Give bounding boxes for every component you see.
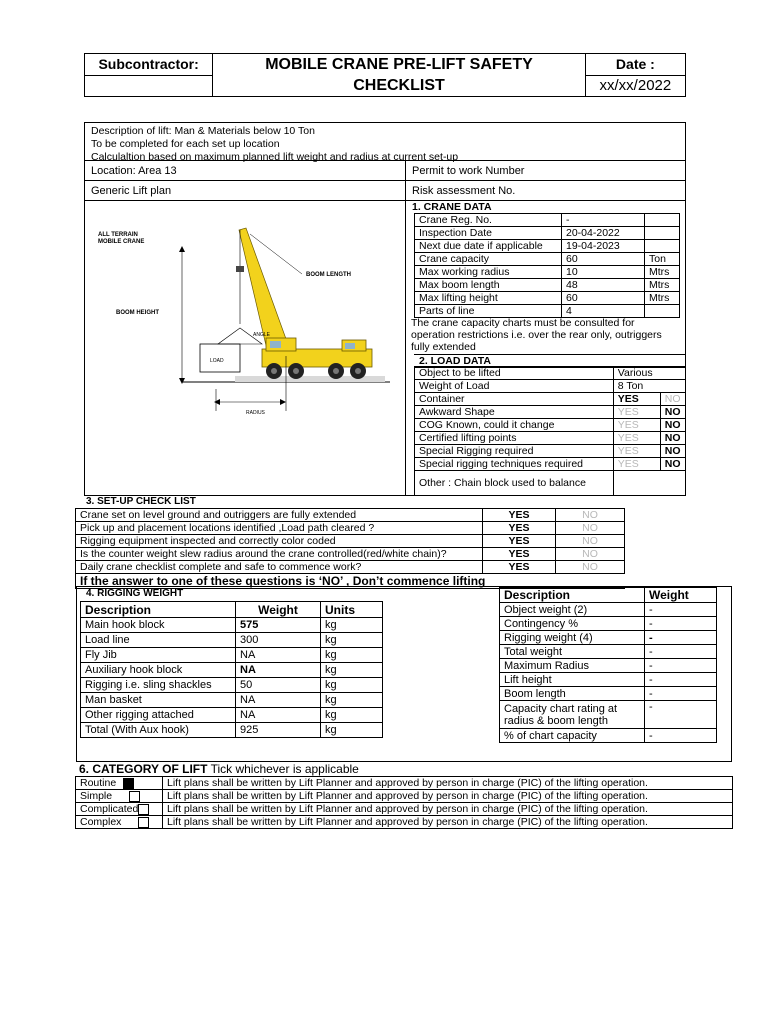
setup-check-label: Is the counter weight slew radius around the crane controlled(red/white chain)? — [76, 548, 483, 561]
setup-check-yes[interactable]: YES — [483, 535, 556, 548]
load-label: LOAD — [210, 358, 224, 364]
crane-data-value[interactable]: 4 — [562, 305, 645, 318]
lift-description-line: Description of lift: Man & Materials below 10 Ton — [91, 125, 315, 137]
rigging-desc: Other rigging attached — [81, 708, 236, 723]
load-check-no[interactable]: NO — [660, 393, 685, 406]
risk-assessment-text: Risk assessment No. — [412, 185, 516, 197]
setup-check-yes[interactable]: YES — [483, 509, 556, 522]
category-heading-row — [79, 762, 359, 776]
rigging-weight-table — [80, 601, 383, 738]
load-check-yes[interactable]: YES — [613, 393, 660, 406]
category-name: Complicated — [80, 803, 139, 815]
load-check-yes[interactable]: YES — [613, 458, 660, 471]
crane-data-label: Max lifting height — [415, 292, 562, 305]
load-check-yes[interactable]: YES — [613, 406, 660, 419]
rigging-weight[interactable]: NA — [236, 708, 321, 723]
generic-plan-cell — [84, 180, 406, 201]
crane-data-unit: Mtrs — [645, 292, 680, 305]
checkbox-checked-icon[interactable] — [123, 778, 134, 789]
rigging-weight[interactable]: 300 — [236, 633, 321, 648]
permit-cell[interactable] — [405, 160, 686, 181]
setup-check-no[interactable]: NO — [556, 522, 625, 535]
rigging-units: kg — [321, 633, 383, 648]
rigging-units: kg — [321, 678, 383, 693]
crane-data-label: Inspection Date — [415, 227, 562, 240]
rigging-units: kg — [321, 708, 383, 723]
load-other-value[interactable] — [613, 471, 685, 496]
setup-check-no[interactable]: NO — [556, 535, 625, 548]
document-title — [213, 54, 585, 97]
load-check-label: Container — [415, 393, 614, 406]
crane-data-unit — [645, 240, 680, 253]
title-line-2: CHECKLIST — [353, 77, 445, 94]
load-check-label: Awkward Shape — [415, 406, 614, 419]
category-description: Lift plans shall be written by Lift Planner and approved by person in charge (PIC) of the lifting operation. — [163, 790, 733, 803]
risk-assessment-cell[interactable] — [405, 180, 686, 201]
load-check-yes[interactable]: YES — [613, 445, 660, 458]
calc-desc: Maximum Radius — [500, 659, 645, 673]
load-check-label: COG Known, could it change — [415, 419, 614, 432]
rigging-col-weight: Weight — [236, 602, 321, 618]
crane-data-value[interactable]: 20-04-2022 — [562, 227, 645, 240]
calc-value[interactable]: - — [645, 673, 717, 687]
calc-value[interactable]: - — [645, 631, 717, 645]
calc-col-weight: Weight — [645, 588, 717, 603]
category-option-complicated[interactable] — [76, 803, 163, 816]
angle-label: ANGLE — [253, 332, 270, 338]
rigging-desc: Load line — [81, 633, 236, 648]
crane-data-label: Crane Reg. No. — [415, 214, 562, 227]
lift-description — [84, 122, 686, 161]
location-cell — [84, 160, 406, 181]
crane-data-heading: 1. CRANE DATA — [412, 201, 492, 213]
radius-label: RADIUS — [246, 410, 265, 416]
subcontractor-value[interactable] — [85, 75, 213, 97]
rigging-units: kg — [321, 648, 383, 663]
boom-length-label: BOOM LENGTH — [306, 272, 351, 278]
calc-desc: Total weight — [500, 645, 645, 659]
category-option-routine[interactable] — [76, 777, 163, 790]
calc-desc: % of chart capacity — [500, 729, 645, 743]
lift-calculation-table — [499, 587, 717, 743]
crane-data-value[interactable]: 60 — [562, 253, 645, 266]
crane-data-label: Parts of line — [415, 305, 562, 318]
crane-data-unit — [645, 214, 680, 227]
load-data-table — [414, 366, 686, 496]
rigging-units: kg — [321, 723, 383, 738]
load-data-heading: 2. LOAD DATA — [419, 355, 491, 367]
lift-description-line: To be completed for each set up location — [91, 138, 280, 150]
category-description: Lift plans shall be written by Lift Planner and approved by person in charge (PIC) of the lifting operation. — [163, 803, 733, 816]
calc-value[interactable]: - — [645, 645, 717, 659]
load-weight-value[interactable]: 8 Ton — [613, 380, 685, 393]
crane-data-label: Crane capacity — [415, 253, 562, 266]
rigging-desc: Main hook block — [81, 618, 236, 633]
category-option-simple[interactable] — [76, 790, 163, 803]
setup-check-label: Pick up and placement locations identified ,Load path cleared ? — [76, 522, 483, 535]
load-check-yes[interactable]: YES — [613, 419, 660, 432]
calc-value[interactable]: - — [645, 659, 717, 673]
lift-description-line: Calculaltion based on maximum planned lift weight and radius at current set-up — [91, 151, 459, 163]
load-weight-label: Weight of Load — [415, 380, 614, 393]
rigging-units: kg — [321, 663, 383, 678]
calc-desc: Contingency % — [500, 617, 645, 631]
setup-check-label: Rigging equipment inspected and correctly color coded — [76, 535, 483, 548]
header-table — [84, 53, 686, 97]
load-check-no[interactable]: NO — [660, 419, 685, 432]
calc-value[interactable]: - — [645, 603, 717, 617]
load-object-label: Object to be lifted — [415, 367, 614, 380]
location-text: Location: Area 13 — [91, 165, 177, 177]
setup-check-label: Daily crane checklist complete and safe to commence work? — [76, 561, 483, 574]
checkbox-icon[interactable] — [138, 817, 149, 828]
rigging-weight[interactable]: NA — [236, 648, 321, 663]
load-check-no[interactable]: NO — [660, 445, 685, 458]
rigging-desc: Total (With Aux hook) — [81, 723, 236, 738]
crane-data-unit — [645, 227, 680, 240]
generic-plan-text: Generic Lift plan — [91, 185, 172, 197]
crane-data-unit: Mtrs — [645, 266, 680, 279]
lift-category-table — [75, 776, 733, 829]
load-check-yes[interactable]: YES — [613, 432, 660, 445]
load-check-label: Special rigging techniques required — [415, 458, 614, 471]
calc-desc: Lift height — [500, 673, 645, 687]
calc-col-description: Description — [500, 588, 645, 603]
load-other-label: Other : Chain block used to balance — [415, 471, 614, 496]
rigging-units: kg — [321, 693, 383, 708]
load-check-no[interactable]: NO — [660, 406, 685, 419]
crane-data-label: Max boom length — [415, 279, 562, 292]
setup-check-no[interactable]: NO — [556, 509, 625, 522]
crane-data-value[interactable]: 19-04-2023 — [562, 240, 645, 253]
load-check-no[interactable]: NO — [660, 432, 685, 445]
setup-check-yes[interactable]: YES — [483, 561, 556, 574]
calc-desc: Boom length — [500, 687, 645, 701]
rigging-weight[interactable]: 50 — [236, 678, 321, 693]
crane-data-label: Max working radius — [415, 266, 562, 279]
crane-data-label: Next due date if applicable — [415, 240, 562, 253]
rigging-units: kg — [321, 618, 383, 633]
date-label: Date : — [585, 54, 685, 76]
crane-data-value[interactable]: 48 — [562, 279, 645, 292]
setup-checklist-table — [75, 508, 625, 589]
calc-value[interactable]: - — [645, 729, 717, 743]
setup-check-no[interactable]: NO — [556, 561, 625, 574]
crane-diagram — [90, 206, 400, 421]
setup-heading: 3. SET-UP CHECK LIST — [86, 496, 196, 507]
crane-capacity-note: The crane capacity charts must be consulted for operation restrictions i.e. over the rear only, outriggers fully extended — [411, 317, 662, 353]
section-divider — [405, 200, 406, 496]
load-check-label: Certified lifting points — [415, 432, 614, 445]
category-option-complex[interactable] — [76, 816, 163, 829]
rigging-heading: 4. RIGGING WEIGHT — [86, 588, 184, 599]
load-check-label: Special Rigging required — [415, 445, 614, 458]
category-name: Routine — [80, 777, 117, 789]
category-subheading: Tick whichever is applicable — [207, 762, 359, 776]
crane-data-unit: Mtrs — [645, 279, 680, 292]
load-check-no[interactable]: NO — [660, 458, 685, 471]
rigging-desc: Fly Jib — [81, 648, 236, 663]
category-heading: 6. CATEGORY OF LIFT — [79, 762, 208, 776]
category-description: Lift plans shall be written by Lift Planner and approved by person in charge (PIC) of the lifting operation. — [163, 816, 733, 829]
checkbox-icon[interactable] — [138, 804, 149, 815]
calc-value[interactable]: - — [645, 617, 717, 631]
crane-data-unit — [645, 305, 680, 318]
crane-data-table — [414, 213, 680, 318]
calc-desc: Rigging weight (4) — [500, 631, 645, 645]
rigging-col-units: Units — [321, 602, 383, 618]
setup-check-yes[interactable]: YES — [483, 548, 556, 561]
category-name: Simple — [80, 790, 113, 802]
rigging-col-description: Description — [81, 602, 236, 618]
crane-data-value[interactable]: 60 — [562, 292, 645, 305]
diagram-title-2: MOBILE CRANE — [98, 239, 145, 245]
calc-desc: Capacity chart rating at radius & boom length — [500, 701, 645, 729]
title-line-1: MOBILE CRANE PRE-LIFT SAFETY — [265, 56, 533, 73]
rigging-desc: Rigging i.e. sling shackles — [81, 678, 236, 693]
calc-value[interactable]: - — [645, 701, 717, 729]
calc-desc: Object weight (2) — [500, 603, 645, 617]
permit-text: Permit to work Number — [412, 165, 525, 177]
subcontractor-label: Subcontractor: — [85, 54, 213, 76]
crane-data-value[interactable]: - — [562, 214, 645, 227]
diagram-title-1: ALL TERRAIN — [98, 232, 138, 238]
rigging-weight[interactable]: 575 — [236, 618, 321, 633]
calc-value[interactable]: - — [645, 687, 717, 701]
boom-height-label: BOOM HEIGHT — [116, 310, 159, 316]
crane-data-unit: Ton — [645, 253, 680, 266]
setup-check-yes[interactable]: YES — [483, 522, 556, 535]
rigging-weight[interactable]: NA — [236, 693, 321, 708]
category-name: Complex — [80, 816, 122, 828]
rigging-weight[interactable]: 925 — [236, 723, 321, 738]
rigging-desc: Man basket — [81, 693, 236, 708]
rigging-desc: Auxiliary hook block — [81, 663, 236, 678]
crane-data-value[interactable]: 10 — [562, 266, 645, 279]
date-value[interactable]: xx/xx/2022 — [585, 75, 685, 97]
rigging-weight[interactable]: NA — [236, 663, 321, 678]
setup-warning: If the answer to one of these questions is ‘NO’ , Don’t commence lifting — [76, 574, 625, 589]
setup-check-label: Crane set on level ground and outriggers are fully extended — [76, 509, 483, 522]
category-description: Lift plans shall be written by Lift Planner and approved by person in charge (PIC) of the lifting operation. — [163, 777, 733, 790]
setup-check-no[interactable]: NO — [556, 548, 625, 561]
checkbox-icon[interactable] — [129, 791, 140, 802]
load-object-value[interactable]: Various — [613, 367, 685, 380]
